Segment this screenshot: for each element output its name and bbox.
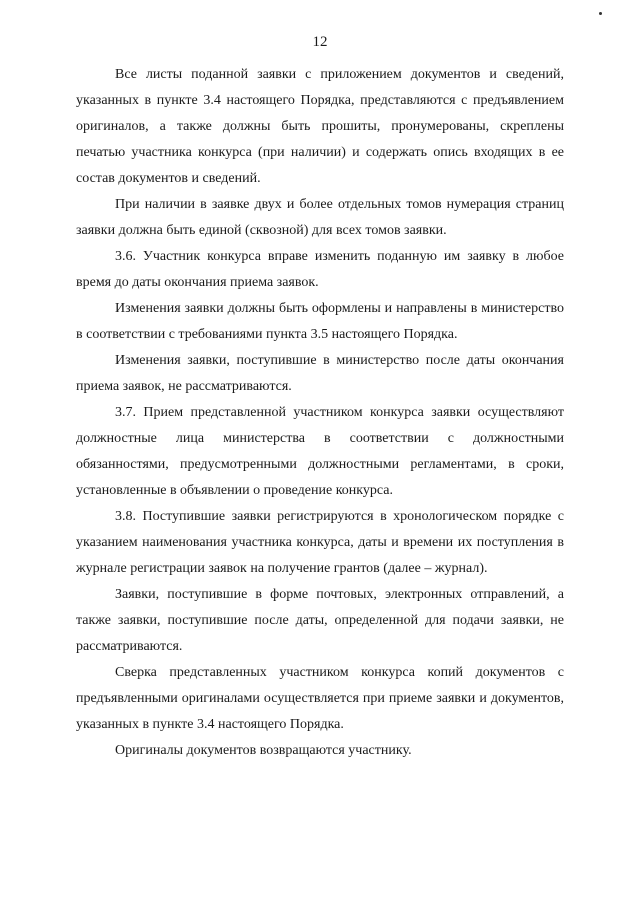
paragraph-late-changes: Изменения заявки, поступившие в министерство после даты окончания приема заявок, не рассматриваются. [76,353,564,394]
paragraph-volumes: При наличии в заявке двух и более отдельных томов нумерация страниц заявки должна быть единой (сквозной) для всех томов заявки. [76,197,564,238]
scan-dot [599,12,602,15]
paragraph-verification: Сверка представленных участником конкурса копий документов с предъявленными оригиналами осуществляется при приеме заявки и документов, указанных в пункте 3.4 настоящего Порядка. [76,665,564,732]
paragraph-originals: Оригиналы документов возвращаются участнику. [115,743,412,758]
paragraph-3-7: 3.7. Прием представленной участником конкурса заявки осуществляют должностные лица министерства в соответствии с должностными обязанностями, предусмотренными должностными регламентами, в сроки, установленные в объявлении о проведение конкурса. [76,405,564,498]
paragraph-postal: Заявки, поступившие в форме почтовых, электронных отправлений, а также заявки, поступившие после даты, определенной для подачи заявки, не рассматриваются. [76,587,564,654]
document-body [76,62,564,764]
page-number: 12 [312,34,328,50]
paragraph-sheets: Все листы поданной заявки с приложением документов и сведений, указанных в пункте 3.4 настоящего Порядка, представляются с предъявлением оригиналов, а также должны быть прошиты, пронумерованы, скреплены печатью участника конкурса (при наличии) и содержать опись входящих в ее состав документов и сведений. [76,67,564,186]
paragraph-3-6: 3.6. Участник конкурса вправе изменить поданную им заявку в любое время до даты окончания приема заявок. [76,249,564,290]
paragraph-changes: Изменения заявки должны быть оформлены и направлены в министерство в соответствии с требованиями пункта 3.5 настоящего Порядка. [76,301,564,342]
paragraph-3-8: 3.8. Поступившие заявки регистрируются в хронологическом порядке с указанием наименования участника конкурса, даты и времени их поступления в журнале регистрации заявок на получение грантов (далее – журнал). [76,509,564,576]
